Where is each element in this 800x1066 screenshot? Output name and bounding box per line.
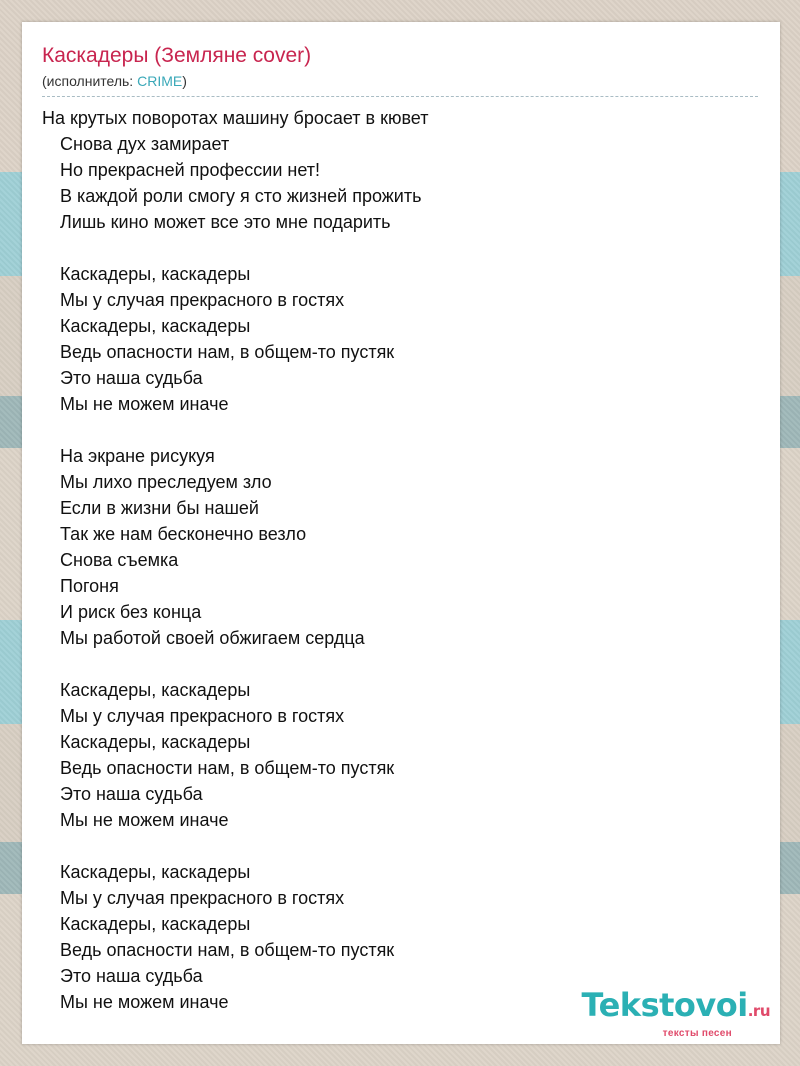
lyric-line: Каскадеры, каскадеры: [60, 680, 251, 700]
artist-line: [42, 72, 758, 90]
lyric-line: Мы не можем иначе: [60, 992, 229, 1012]
song-title: Каскадеры (Земляне cover): [42, 44, 312, 67]
stanza-break: [42, 651, 758, 677]
stanza-break: [42, 833, 758, 859]
lyrics-sheet: [22, 22, 780, 1044]
lyric-line: Каскадеры, каскадеры: [60, 264, 251, 284]
stanza-break: [42, 417, 758, 443]
lyric-line: Каскадеры, каскадеры: [60, 732, 251, 752]
logo-name: Tekstovoi: [581, 986, 748, 1024]
logo-tld: .ru: [747, 1002, 770, 1020]
logo-tagline: тексты песен: [662, 1028, 732, 1039]
lyric-line: Если в жизни бы нашей: [60, 498, 259, 518]
lyric-line: Лишь кино может все это мне подарить: [60, 212, 391, 232]
lyric-line: Это наша судьба: [60, 368, 203, 388]
song-header: [42, 42, 758, 97]
lyric-line: На крутых поворотах машину бросает в кювет: [42, 108, 429, 128]
lyric-line: Ведь опасности нам, в общем-то пустяк: [60, 342, 395, 362]
lyric-line: Мы лихо преследуем зло: [60, 472, 272, 492]
lyric-line: Мы у случая прекрасного в гостях: [60, 706, 345, 726]
stanza-break: [42, 235, 758, 261]
logo-wordmark: [560, 988, 770, 1028]
lyric-line: Каскадеры, каскадеры: [60, 862, 251, 882]
artist-prefix: (исполнитель:: [42, 73, 138, 89]
lyric-line: И риск без конца: [60, 602, 202, 622]
lyric-line: Мы работой своей обжигаем сердца: [60, 628, 365, 648]
lyric-line: Так же нам бесконечно везло: [60, 524, 307, 544]
lyric-line: Это наша судьба: [60, 966, 203, 986]
lyric-line: Но прекрасней профессии нет!: [60, 160, 320, 180]
lyric-line: Мы не можем иначе: [60, 810, 229, 830]
lyric-line: Мы не можем иначе: [60, 394, 229, 414]
site-logo[interactable]: [560, 986, 770, 1039]
lyric-line: Это наша судьба: [60, 784, 203, 804]
artist-link[interactable]: CRIME: [137, 73, 183, 89]
lyric-line: Каскадеры, каскадеры: [60, 316, 251, 336]
lyric-line: На экране рисукуя: [60, 446, 215, 466]
lyric-line: Снова съемка: [60, 550, 179, 570]
lyric-line: Погоня: [60, 576, 119, 596]
artist-suffix: ): [182, 73, 187, 89]
lyric-line: Каскадеры, каскадеры: [60, 914, 251, 934]
lyric-line: Ведь опасности нам, в общем-то пустяк: [60, 758, 395, 778]
lyric-line: В каждой роли смогу я сто жизней прожить: [60, 186, 422, 206]
lyric-line: Снова дух замирает: [60, 134, 230, 154]
lyrics-text: [42, 105, 758, 1015]
lyric-line: Мы у случая прекрасного в гостях: [60, 888, 345, 908]
lyric-line: Мы у случая прекрасного в гостях: [60, 290, 345, 310]
lyric-line: Ведь опасности нам, в общем-то пустяк: [60, 940, 395, 960]
